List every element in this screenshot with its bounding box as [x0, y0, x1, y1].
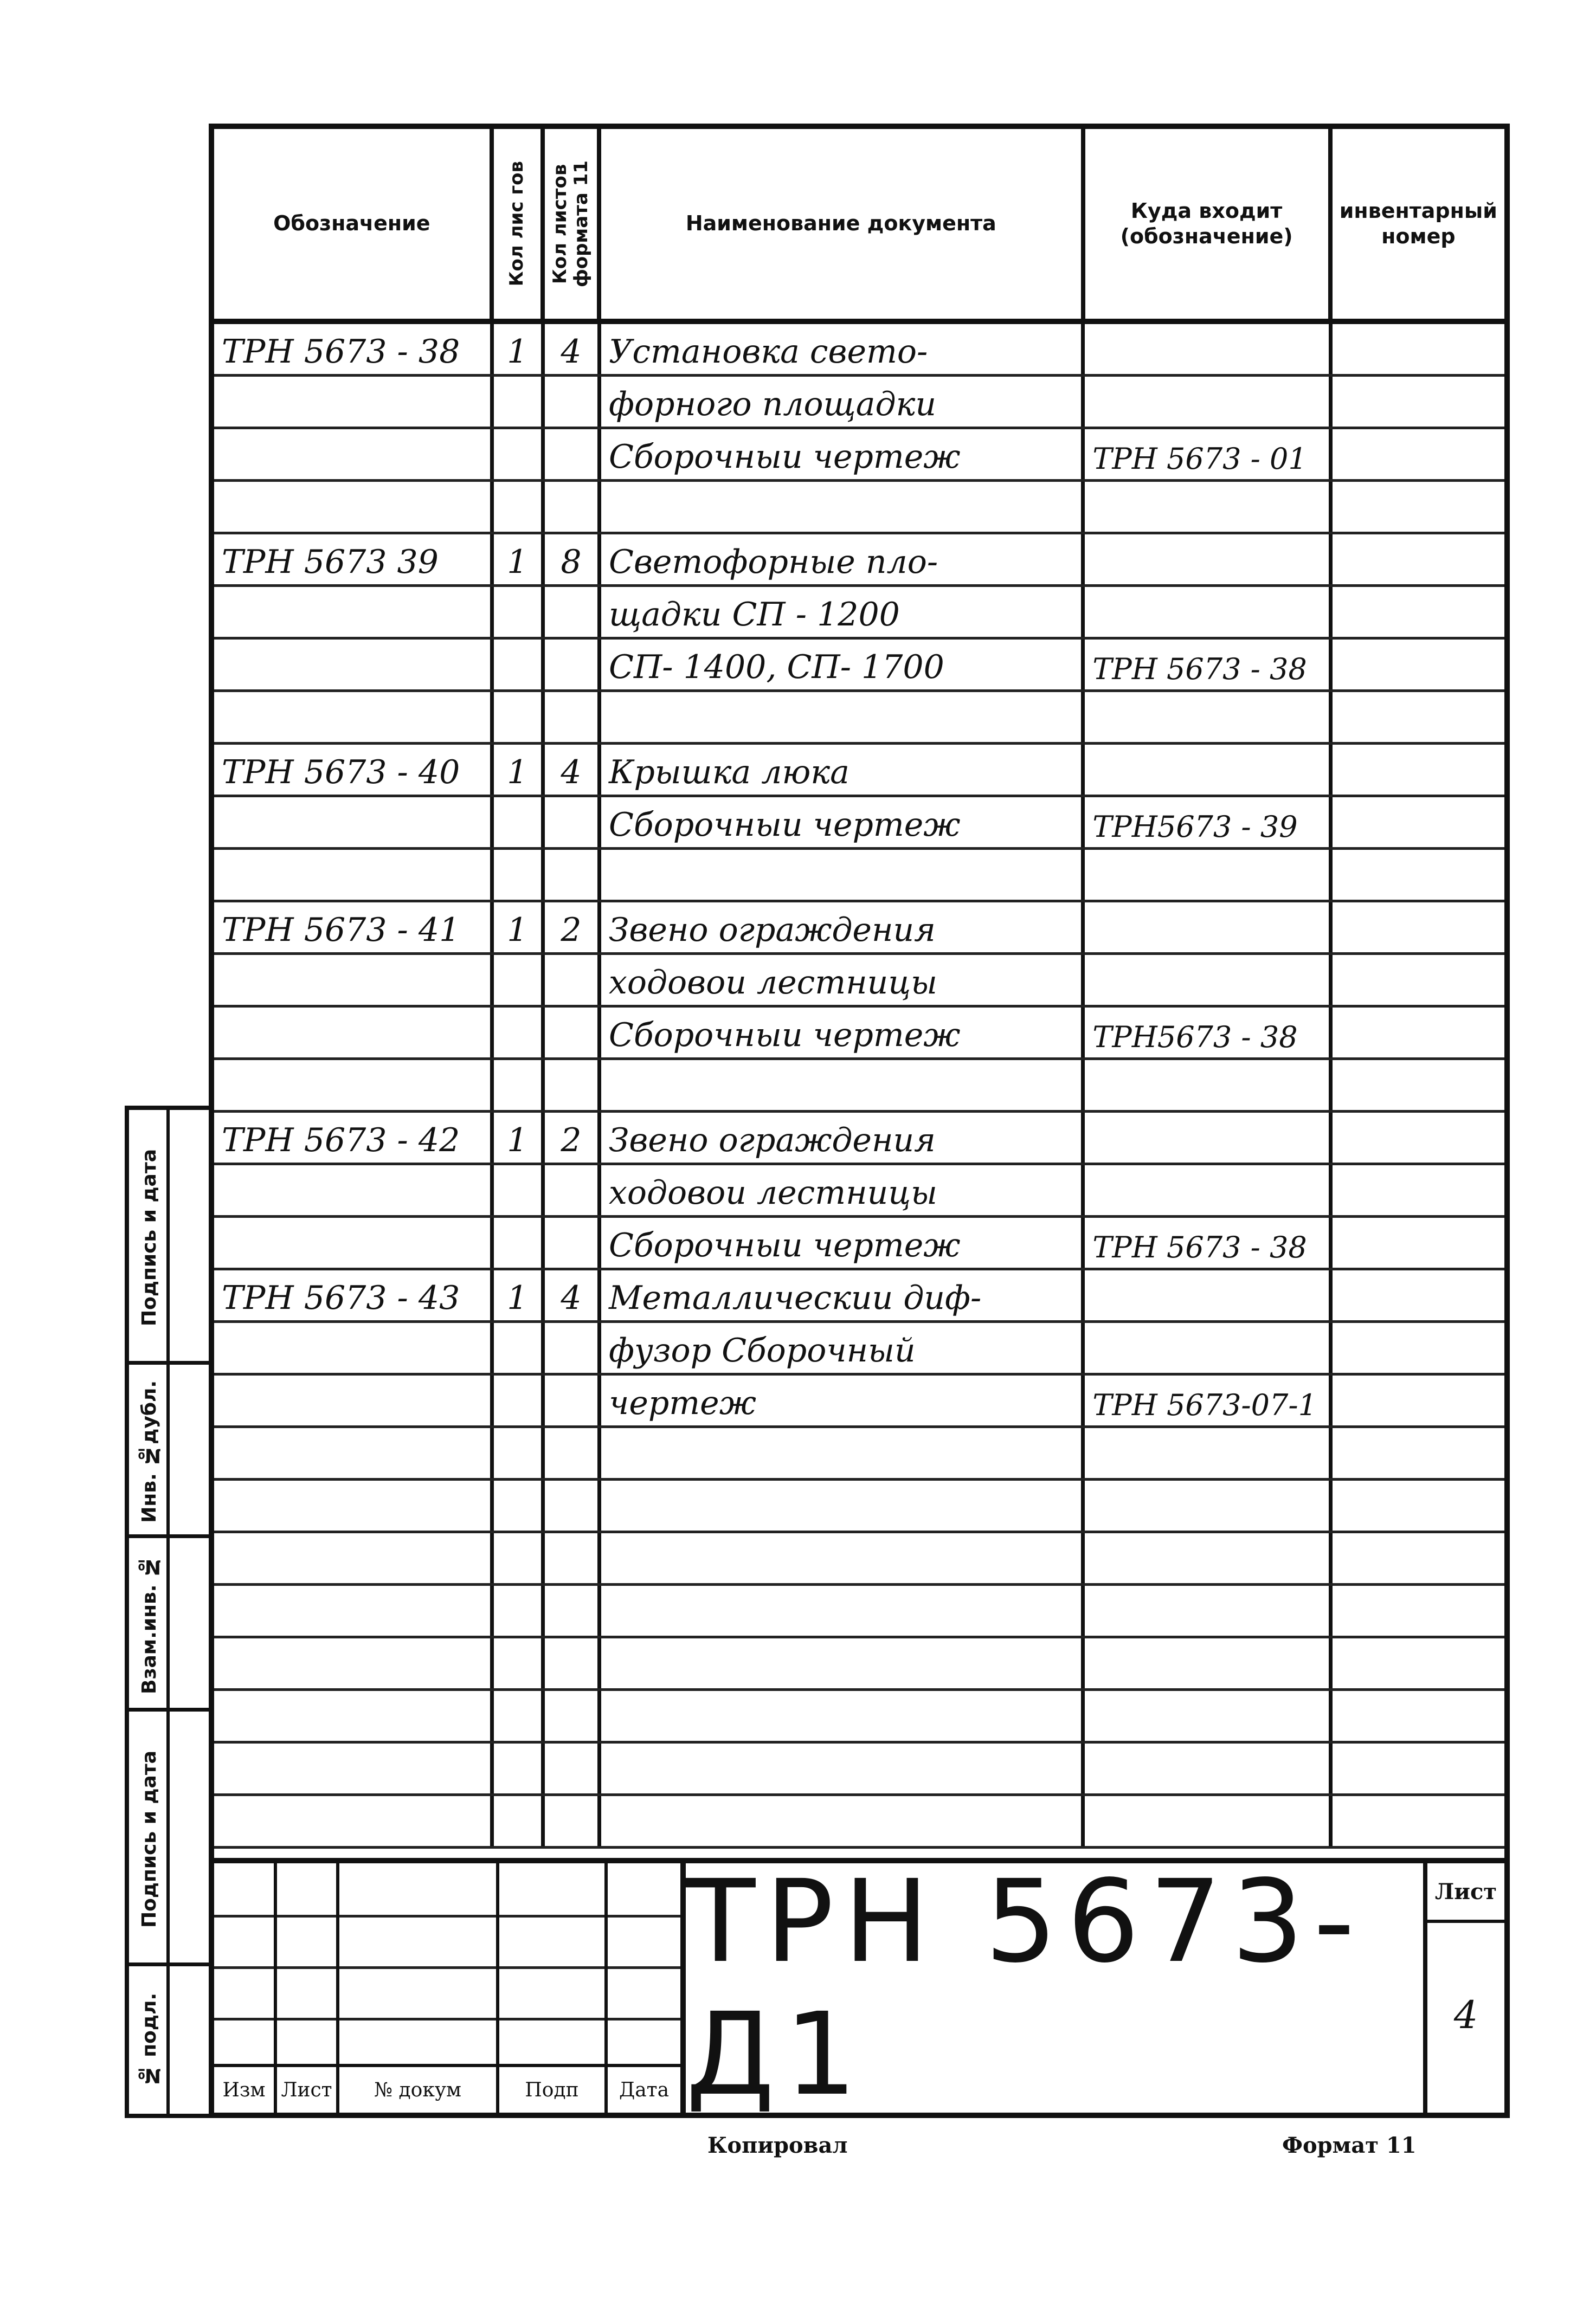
row-document-name: СП- 1400, СП- 1700: [601, 640, 1085, 689]
row-designation: [214, 850, 494, 900]
title-block: [214, 1855, 1504, 2121]
table-row: [214, 482, 1504, 534]
row-inventory-number: [1333, 1008, 1504, 1057]
row-designation: [214, 377, 494, 427]
row-format: [545, 1796, 601, 1846]
row-sheets: [494, 1008, 545, 1057]
row-inventory-number: [1333, 1533, 1504, 1583]
row-inventory-number: [1333, 850, 1504, 900]
row-document-name: Звено ограждения: [601, 1113, 1085, 1163]
header-enters-into: Куда входит (обозначение): [1085, 129, 1333, 319]
row-designation: ТРН 5673 - 38: [214, 324, 494, 374]
table-row: [214, 1113, 1504, 1165]
row-sheets: [494, 1638, 545, 1688]
row-sheets: [494, 640, 545, 689]
row-format: [545, 1323, 601, 1373]
row-format: [545, 1533, 601, 1583]
table-row: [214, 1481, 1504, 1533]
row-designation: ТРН 5673 - 42: [214, 1113, 494, 1163]
row-inventory-number: [1333, 1428, 1504, 1478]
table-row: [214, 534, 1504, 587]
row-document-name: [601, 1744, 1085, 1793]
row-sheets: 1: [494, 1113, 545, 1163]
row-sheets: [494, 1744, 545, 1793]
row-designation: [214, 1060, 494, 1110]
row-inventory-number: [1333, 692, 1504, 742]
row-inventory-number: [1333, 1376, 1504, 1425]
row-document-name: форного площадки: [601, 377, 1085, 427]
sheet-label: Лист: [1427, 1863, 1504, 1923]
row-enters-into: [1085, 1691, 1332, 1741]
row-enters-into: [1085, 692, 1332, 742]
row-document-name: [601, 1638, 1085, 1688]
table-row: [214, 902, 1504, 955]
row-document-name: Металлическии диф-: [601, 1270, 1085, 1320]
row-inventory-number: [1333, 1218, 1504, 1268]
row-format: 8: [545, 534, 601, 584]
row-document-name: [601, 692, 1085, 742]
row-designation: [214, 1481, 494, 1531]
copied-label: Копировал: [707, 2133, 848, 2158]
row-enters-into: [1085, 1481, 1332, 1531]
label-sheet: Лист: [277, 2067, 339, 2113]
row-designation: [214, 1638, 494, 1688]
margin-label: Подпись и дата: [138, 1750, 160, 1928]
row-format: [545, 1586, 601, 1636]
table-row: [214, 640, 1504, 692]
row-document-name: Крышка люка: [601, 745, 1085, 795]
row-document-name: [601, 1691, 1085, 1741]
table-row: [214, 1008, 1504, 1060]
row-format: 4: [545, 324, 601, 374]
row-designation: [214, 429, 494, 479]
table-row: [214, 324, 1504, 377]
row-document-name: [601, 1428, 1085, 1478]
row-document-name: ходовои лестницы: [601, 1165, 1085, 1215]
footer: [209, 2133, 1510, 2165]
row-sheets: [494, 1428, 545, 1478]
table-header: [214, 129, 1504, 324]
margin-label: № подл.: [138, 1992, 160, 2087]
row-format: 2: [545, 1113, 601, 1163]
row-inventory-number: [1333, 534, 1504, 584]
row-enters-into: [1085, 1113, 1332, 1163]
row-enters-into: [1085, 1638, 1332, 1688]
row-sheets: 1: [494, 1270, 545, 1320]
row-document-name: Светофорные пло-: [601, 534, 1085, 584]
table-row: [214, 797, 1504, 850]
sheet-box: [1423, 1863, 1504, 2113]
row-designation: ТРН 5673 39: [214, 534, 494, 584]
row-format: [545, 955, 601, 1005]
row-designation: [214, 1533, 494, 1583]
row-format: [545, 1218, 601, 1268]
table-row: [214, 692, 1504, 745]
header-sheets-format: Кол листов формата 11: [545, 129, 601, 319]
row-inventory-number: [1333, 902, 1504, 952]
row-designation: [214, 1796, 494, 1846]
table-row: [214, 1533, 1504, 1586]
row-sheets: [494, 1533, 545, 1583]
row-format: [545, 1691, 601, 1741]
row-enters-into: [1085, 1323, 1332, 1373]
row-format: [545, 429, 601, 479]
row-format: [545, 1481, 601, 1531]
table-row: [214, 1691, 1504, 1744]
margin-label: Подпись и дата: [138, 1148, 160, 1326]
table-row: [214, 745, 1504, 797]
row-format: [545, 377, 601, 427]
row-enters-into: ТРН 5673 - 38: [1085, 1218, 1332, 1268]
row-enters-into: [1085, 1586, 1332, 1636]
row-enters-into: [1085, 534, 1332, 584]
row-sheets: [494, 429, 545, 479]
label-signature: Подп: [499, 2067, 608, 2113]
row-designation: ТРН 5673 - 40: [214, 745, 494, 795]
row-format: 4: [545, 1270, 601, 1320]
row-format: 2: [545, 902, 601, 952]
row-inventory-number: [1333, 1586, 1504, 1636]
row-format: [545, 692, 601, 742]
row-sheets: [494, 1376, 545, 1425]
table-row: [214, 429, 1504, 482]
row-designation: [214, 1691, 494, 1741]
row-format: [545, 1638, 601, 1688]
row-enters-into: [1085, 1744, 1332, 1793]
row-inventory-number: [1333, 640, 1504, 689]
row-designation: [214, 692, 494, 742]
row-enters-into: [1085, 1165, 1332, 1215]
row-format: [545, 797, 601, 847]
row-designation: [214, 1744, 494, 1793]
row-enters-into: [1085, 1796, 1332, 1846]
row-document-name: чертеж: [601, 1376, 1085, 1425]
signature-row: [214, 2018, 680, 2020]
row-document-name: [601, 1533, 1085, 1583]
row-enters-into: [1085, 377, 1332, 427]
document-sheet: [209, 124, 1510, 2121]
row-inventory-number: [1333, 955, 1504, 1005]
row-format: [545, 482, 601, 532]
row-format: 4: [545, 745, 601, 795]
row-document-name: Сборочныи чертеж: [601, 797, 1085, 847]
row-enters-into: [1085, 1270, 1332, 1320]
table-body: [214, 324, 1504, 1869]
row-inventory-number: [1333, 377, 1504, 427]
row-enters-into: [1085, 482, 1332, 532]
row-sheets: [494, 1481, 545, 1531]
margin-label: Взам.инв. №: [138, 1555, 160, 1694]
row-sheets: [494, 1323, 545, 1373]
row-document-name: [601, 482, 1085, 532]
row-sheets: [494, 955, 545, 1005]
table-row: [214, 1323, 1504, 1376]
row-designation: [214, 955, 494, 1005]
row-enters-into: [1085, 324, 1332, 374]
row-document-name: [601, 1060, 1085, 1110]
row-designation: [214, 482, 494, 532]
row-enters-into: [1085, 902, 1332, 952]
row-enters-into: [1085, 587, 1332, 637]
row-document-name: ходовои лестницы: [601, 955, 1085, 1005]
header-sheets-count: Кол лис гов: [494, 129, 545, 319]
label-date: Дата: [619, 2078, 670, 2101]
table-row: [214, 850, 1504, 902]
row-sheets: [494, 850, 545, 900]
row-document-name: фузор Сборочный: [601, 1323, 1085, 1373]
row-inventory-number: [1333, 1323, 1504, 1373]
row-document-name: [601, 1586, 1085, 1636]
table-row: [214, 1165, 1504, 1218]
table-row: [214, 1376, 1504, 1428]
row-sheets: [494, 692, 545, 742]
row-format: [545, 1744, 601, 1793]
row-inventory-number: [1333, 1796, 1504, 1846]
row-designation: [214, 640, 494, 689]
signature-area: [214, 1863, 680, 2113]
label-change: Изм: [214, 2067, 277, 2113]
row-sheets: 1: [494, 534, 545, 584]
row-document-name: Сборочныи чертеж: [601, 1008, 1085, 1057]
row-inventory-number: [1333, 1165, 1504, 1215]
row-designation: [214, 1008, 494, 1057]
row-inventory-number: [1333, 482, 1504, 532]
row-sheets: 1: [494, 324, 545, 374]
row-enters-into: [1085, 850, 1332, 900]
row-enters-into: [1085, 1533, 1332, 1583]
row-enters-into: ТРН 5673-07-1: [1085, 1376, 1332, 1425]
row-sheets: [494, 587, 545, 637]
row-sheets: [494, 1586, 545, 1636]
sheet-number: 4: [1453, 1993, 1478, 2037]
table-row: [214, 1270, 1504, 1323]
row-designation: [214, 1428, 494, 1478]
row-sheets: [494, 1796, 545, 1846]
row-inventory-number: [1333, 324, 1504, 374]
header-document-name: Наименование документа: [601, 129, 1085, 319]
row-inventory-number: [1333, 1691, 1504, 1741]
row-sheets: 1: [494, 745, 545, 795]
row-inventory-number: [1333, 1744, 1504, 1793]
row-format: [545, 587, 601, 637]
header-designation: Обозначение: [214, 129, 494, 319]
row-enters-into: [1085, 955, 1332, 1005]
table-row: [214, 1796, 1504, 1849]
margin-label: Инв. №дубл.: [138, 1380, 160, 1523]
row-inventory-number: [1333, 1060, 1504, 1110]
row-format: [545, 1008, 601, 1057]
table-row: [214, 1744, 1504, 1796]
row-format: [545, 640, 601, 689]
row-document-name: Установка свето-: [601, 324, 1085, 374]
row-inventory-number: [1333, 1638, 1504, 1688]
row-document-name: Сборочныи чертеж: [601, 1218, 1085, 1268]
row-inventory-number: [1333, 1270, 1504, 1320]
signature-labels: [214, 2064, 680, 2113]
row-enters-into: ТРН 5673 - 38: [1085, 640, 1332, 689]
table-row: [214, 1586, 1504, 1638]
document-number: ТРН 5673-Д1: [680, 1863, 1428, 2113]
row-sheets: [494, 1165, 545, 1215]
row-inventory-number: [1333, 797, 1504, 847]
row-enters-into: [1085, 1428, 1332, 1478]
table-row: [214, 1638, 1504, 1691]
row-format: [545, 1165, 601, 1215]
table-row: [214, 1218, 1504, 1270]
row-format: [545, 1060, 601, 1110]
row-designation: [214, 1376, 494, 1425]
row-inventory-number: [1333, 745, 1504, 795]
row-format: [545, 1428, 601, 1478]
row-sheets: [494, 1691, 545, 1741]
left-margin-stamp: [125, 1106, 209, 2118]
row-inventory-number: [1333, 1113, 1504, 1163]
row-inventory-number: [1333, 587, 1504, 637]
row-format: [545, 1376, 601, 1425]
row-document-name: Сборочныи чертеж: [601, 429, 1085, 479]
row-sheets: [494, 377, 545, 427]
row-designation: [214, 1218, 494, 1268]
format-label: Формат 11: [1282, 2133, 1417, 2158]
row-enters-into: ТРН5673 - 38: [1085, 1008, 1332, 1057]
row-format: [545, 850, 601, 900]
row-designation: [214, 1323, 494, 1373]
row-sheets: [494, 1060, 545, 1110]
row-designation: [214, 587, 494, 637]
signature-row: [214, 1966, 680, 1969]
row-enters-into: [1085, 1060, 1332, 1110]
row-designation: [214, 1586, 494, 1636]
signature-row: [214, 1915, 680, 1918]
table-row: [214, 1060, 1504, 1113]
row-enters-into: [1085, 745, 1332, 795]
table-row: [214, 1428, 1504, 1481]
header-inventory-number: инвентарный номер: [1339, 198, 1497, 248]
row-document-name: [601, 1796, 1085, 1846]
row-designation: [214, 797, 494, 847]
row-sheets: [494, 1218, 545, 1268]
table-row: [214, 955, 1504, 1008]
row-sheets: 1: [494, 902, 545, 952]
row-document-name: [601, 1481, 1085, 1531]
row-designation: [214, 1165, 494, 1215]
row-enters-into: ТРН5673 - 39: [1085, 797, 1332, 847]
row-designation: ТРН 5673 - 43: [214, 1270, 494, 1320]
row-sheets: [494, 797, 545, 847]
table-row: [214, 587, 1504, 640]
label-doc-number: № докум: [339, 2067, 499, 2113]
row-document-name: щадки СП - 1200: [601, 587, 1085, 637]
row-inventory-number: [1333, 429, 1504, 479]
row-inventory-number: [1333, 1481, 1504, 1531]
table-row: [214, 377, 1504, 429]
row-sheets: [494, 482, 545, 532]
row-document-name: Звено ограждения: [601, 902, 1085, 952]
row-enters-into: ТРН 5673 - 01: [1085, 429, 1332, 479]
row-designation: ТРН 5673 - 41: [214, 902, 494, 952]
row-document-name: [601, 850, 1085, 900]
